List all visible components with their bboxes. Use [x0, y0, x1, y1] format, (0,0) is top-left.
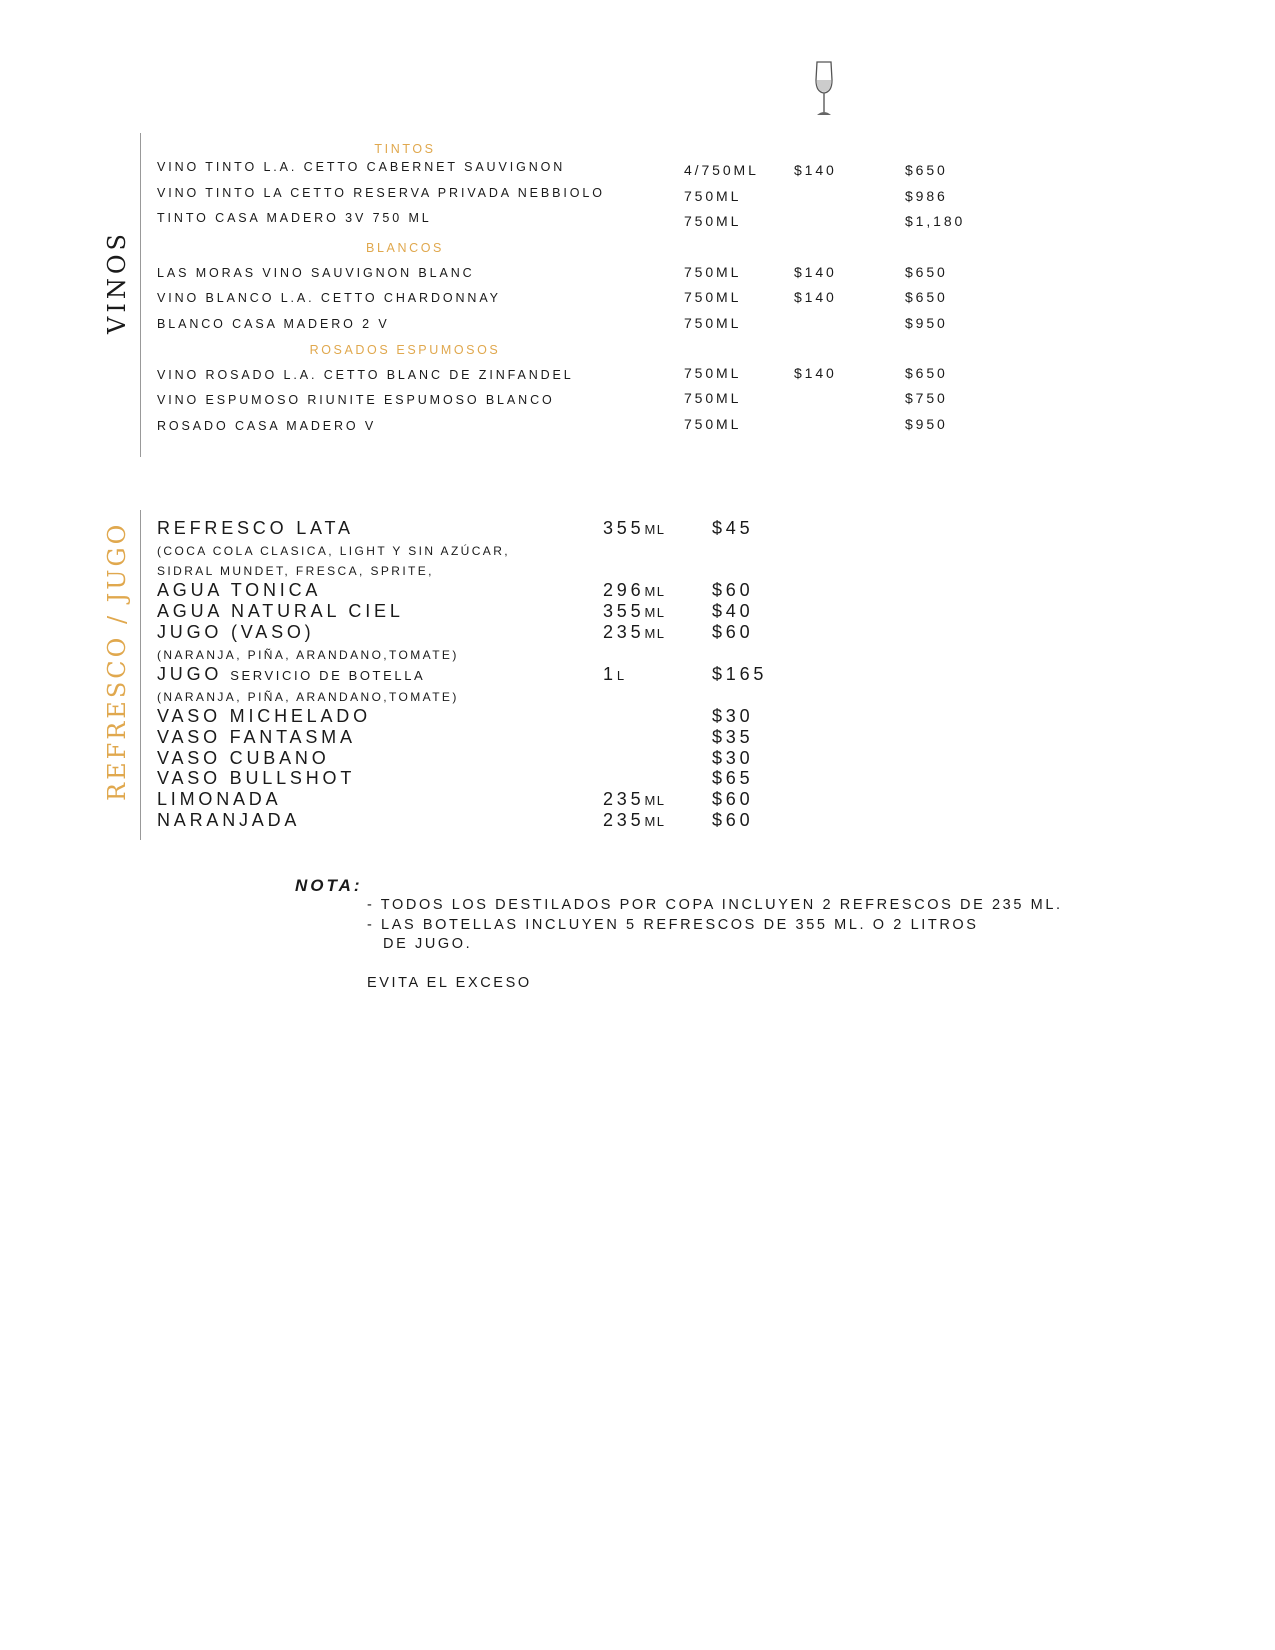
drink-price: $60	[712, 622, 754, 642]
drink-name	[157, 518, 354, 539]
wine-bottle-price: $650	[905, 365, 948, 381]
drink-size	[603, 601, 666, 622]
drink-name-text: JUGO (VASO)	[157, 622, 315, 642]
size-qty: 235	[603, 622, 645, 642]
drink-name-text: VASO BULLSHOT	[157, 768, 356, 788]
wine-name: VINO TINTO LA CETTO RESERVA PRIVADA NEBBIOLO	[157, 186, 605, 200]
drink-price: $30	[712, 748, 754, 768]
drink-name-text: VASO CUBANO	[157, 748, 330, 768]
wine-group-heading: ROSADOS ESPUMOSOS	[309, 343, 501, 357]
refresco-section-title: REFRESCO / JUGO	[103, 521, 131, 801]
drink-size	[603, 580, 666, 601]
nota-line: - LAS BOTELLAS INCLUYEN 5 REFRESCOS DE 355 ML. O 2 LITROS	[367, 917, 979, 933]
drink-name	[157, 622, 314, 643]
drink-name	[157, 580, 321, 601]
wine-bottle-price: $650	[905, 289, 948, 305]
wine-size: 750ML	[684, 315, 742, 331]
size-qty: 296	[603, 580, 645, 600]
drink-name-text: REFRESCO LATA	[157, 518, 354, 538]
drink-name-text: VASO MICHELADO	[157, 706, 371, 726]
drink-name-text: VASO FANTASMA	[157, 727, 356, 747]
wine-glass-icon	[812, 60, 836, 118]
vinos-section-title: VINOS	[103, 230, 131, 334]
size-qty: 1	[603, 664, 617, 684]
drink-size	[603, 622, 666, 643]
wine-size: 750ML	[684, 390, 742, 406]
drink-name	[157, 768, 355, 789]
drink-price: $65	[712, 768, 754, 788]
wine-bottle-price: $986	[905, 188, 948, 204]
drink-note: SERVICIO DE BOTELLA	[230, 668, 426, 683]
drink-name	[157, 810, 300, 831]
drink-size	[603, 664, 626, 685]
drink-name-text: LIMONADA	[157, 789, 282, 809]
drink-name	[157, 727, 356, 748]
size-unit: ML	[644, 814, 666, 829]
size-unit: L	[616, 668, 626, 683]
drink-price: $45	[712, 518, 754, 538]
drink-name-text: JUGO	[157, 664, 223, 684]
drink-name-text: AGUA TONICA	[157, 580, 322, 600]
wine-glass-price: $140	[794, 365, 837, 381]
nota-line: - TODOS LOS DESTILADOS POR COPA INCLUYEN 2 REFRESCOS DE 235 ML.	[367, 897, 1063, 913]
drink-price: $40	[712, 601, 754, 621]
drink-size	[603, 810, 666, 831]
wine-size: 750ML	[684, 188, 742, 204]
size-qty: 235	[603, 789, 645, 809]
drink-price: $60	[712, 789, 754, 809]
drink-name-text: NARANJADA	[157, 810, 301, 830]
size-qty: 355	[603, 518, 645, 538]
size-unit: ML	[644, 605, 666, 620]
size-unit: ML	[644, 522, 666, 537]
wine-bottle-price: $650	[905, 162, 948, 178]
drink-name	[157, 789, 281, 810]
wine-bottle-price: $950	[905, 315, 948, 331]
wine-glass-price: $140	[794, 264, 837, 280]
wine-size: 750ML	[684, 213, 742, 229]
drink-price: $60	[712, 580, 754, 600]
drink-name	[157, 601, 404, 622]
drink-size	[603, 518, 666, 539]
item-description: (NARANJA, PIÑA, ARANDANO,TOMATE)	[157, 648, 459, 662]
vinos-divider	[140, 133, 141, 457]
size-unit: ML	[644, 584, 666, 599]
wine-size: 4/750ML	[684, 162, 759, 178]
drink-name-text: AGUA NATURAL CIEL	[157, 601, 404, 621]
wine-name: VINO ROSADO L.A. CETTO BLANC DE ZINFANDEL	[157, 368, 574, 382]
drink-price: $60	[712, 810, 754, 830]
wine-size: 750ML	[684, 365, 742, 381]
item-description: (COCA COLA CLASICA, LIGHT Y SIN AZÚCAR,	[157, 544, 511, 558]
size-qty: 355	[603, 601, 645, 621]
drink-name	[157, 664, 425, 685]
drink-size	[603, 789, 666, 810]
wine-name: LAS MORAS VINO SAUVIGNON BLANC	[157, 266, 475, 280]
wine-group-heading: TINTOS	[374, 142, 436, 156]
wine-bottle-price: $650	[905, 264, 948, 280]
wine-bottle-price: $950	[905, 416, 948, 432]
nota-label: NOTA:	[295, 876, 363, 895]
wine-name: VINO TINTO L.A. CETTO CABERNET SAUVIGNON	[157, 160, 566, 174]
size-unit: ML	[644, 793, 666, 808]
drink-name	[157, 748, 330, 769]
wine-name: VINO BLANCO L.A. CETTO CHARDONNAY	[157, 291, 501, 305]
drink-name	[157, 706, 371, 727]
drink-price: $30	[712, 706, 754, 726]
nota-line: DE JUGO.	[383, 936, 473, 952]
wine-size: 750ML	[684, 289, 742, 305]
wine-name: ROSADO CASA MADERO V	[157, 419, 377, 433]
nota-footer: EVITA EL EXCESO	[367, 975, 532, 991]
wine-group-heading: BLANCOS	[366, 241, 444, 255]
wine-glass-price: $140	[794, 289, 837, 305]
wine-name: TINTO CASA MADERO 3V 750 ML	[157, 211, 432, 225]
size-unit: ML	[644, 626, 666, 641]
drink-price: $165	[712, 664, 768, 684]
drink-price: $35	[712, 727, 754, 747]
wine-name: BLANCO CASA MADERO 2 V	[157, 317, 390, 331]
size-qty: 235	[603, 810, 645, 830]
wine-size: 750ML	[684, 416, 742, 432]
item-description: SIDRAL MUNDET, FRESCA, SPRITE,	[157, 564, 434, 578]
wine-name: VINO ESPUMOSO RIUNITE ESPUMOSO BLANCO	[157, 393, 555, 407]
wine-size: 750ML	[684, 264, 742, 280]
refresco-divider	[140, 510, 141, 840]
wine-glass-price: $140	[794, 162, 837, 178]
wine-bottle-price: $1,180	[905, 213, 966, 229]
wine-bottle-price: $750	[905, 390, 948, 406]
item-description: (NARANJA, PIÑA, ARANDANO,TOMATE)	[157, 690, 459, 704]
